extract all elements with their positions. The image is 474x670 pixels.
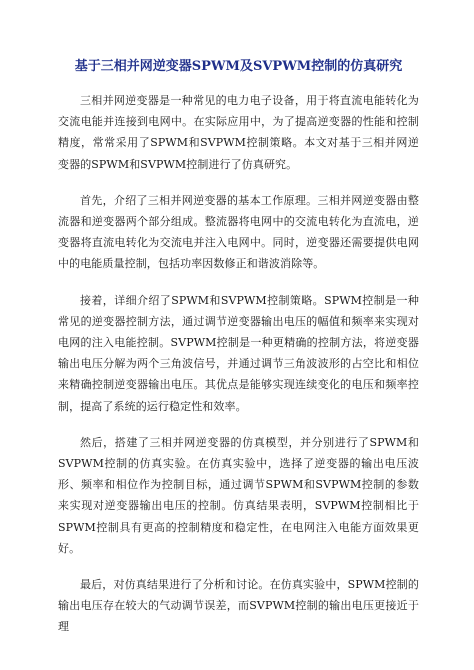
paragraph-analysis: 最后，对仿真结果进行了分析和讨论。在仿真实验中，SPWM控制的输出电压存在较大的气动调节误差，而SVPWM控制的输出电压更接近于理 [58,578,419,634]
paragraph-principle: 首先，介绍了三相并网逆变器的基本工作原理。三相并网逆变器由整流器和逆变器两个部分组成。整流器将电网中的交流电转化为直流电，逆变器将直流电转化为交流电并注入电网中。同时，逆变器还需要提供电网中的电能质量控制，包括功率因数修正和谐波消除等。 [58,193,419,271]
paragraph-simulation: 然后，搭建了三相并网逆变器的仿真模型，并分别进行了SPWM和SVPWM控制的仿真实验。在仿真实验中，选择了逆变器的输出电压波形、频率和相位作为控制目标，通过调节SPWM和SVPWM控制的参数来实现对逆变器输出电压的控制。仿真结果表明，SVPWM控制相比于SPWM控制具有更高的控制精度和稳定性，在电网注入电能方面效果更好。 [58,435,419,555]
paragraph-strategies: 接着，详细介绍了SPWM和SVPWM控制策略。SPWM控制是一种常见的逆变器控制方法，通过调节逆变器输出电压的幅值和频率来实现对电网的注入电能控制。SVPWM控制是一种更精确的控制方法，将逆变器输出电压分解为两个三角波信号，并通过调节三角波波形的占空比和相位来精确控制逆变器输出电压。其优点是能够实现连续变化的电压和频率控制，提高了系统的运行稳定性和效率。 [58,293,419,413]
paragraph-intro: 三相并网逆变器是一种常见的电力电子设备，用于将直流电能转化为交流电能并连接到电网中。在实际应用中，为了提高逆变器的性能和控制精度，常常采用了SPWM和SVPWM控制策略。本文对基于三相并网逆变器的SPWM和SVPWM控制进行了仿真研究。 [58,94,419,171]
document-title: 基于三相并网逆变器SPWM及SVPWM控制的仿真研究 [74,59,403,74]
